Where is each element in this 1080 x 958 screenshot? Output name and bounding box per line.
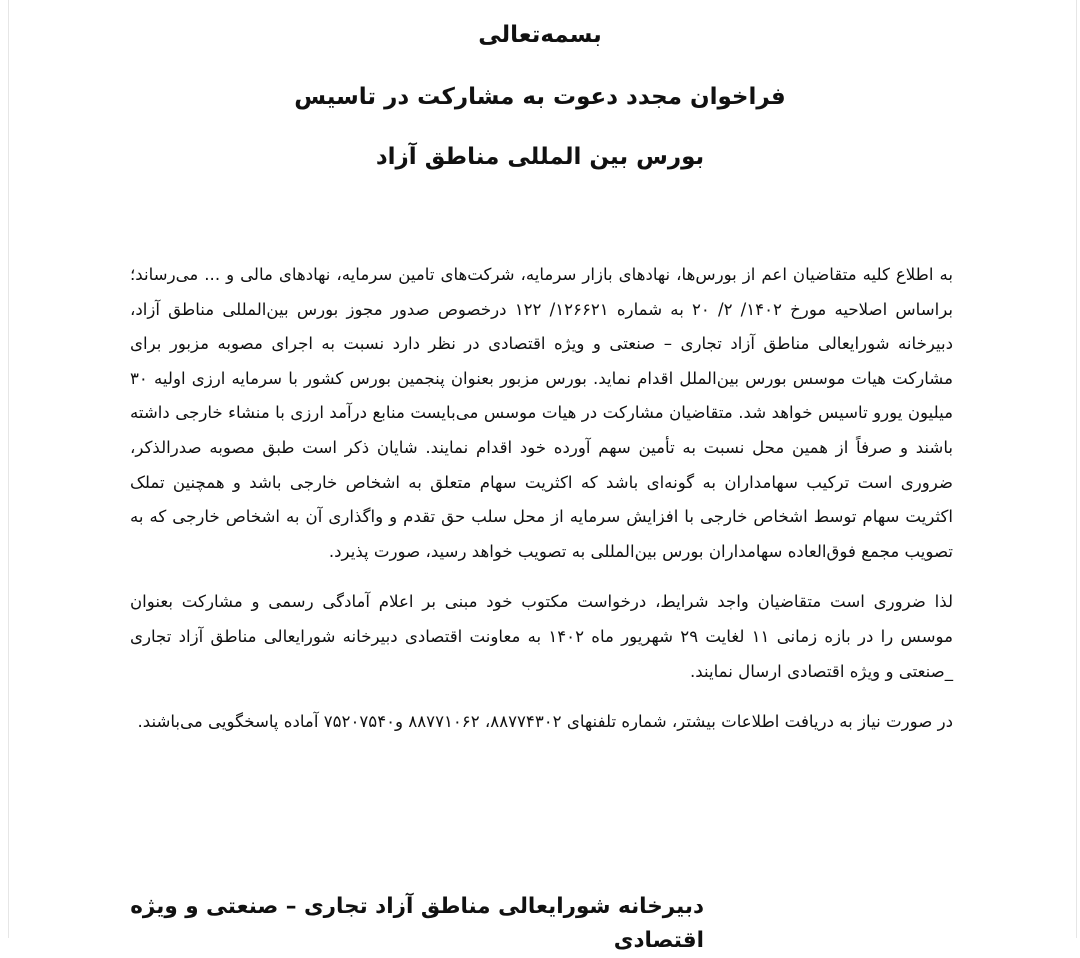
page-edge-right	[1076, 0, 1077, 938]
document-title: فراخوان مجدد دعوت به مشارکت در تاسیس	[294, 84, 786, 110]
document-body	[130, 258, 953, 756]
page-edge-left	[8, 0, 9, 938]
issuer-signature: دبیرخانه شورایعالی مناطق آزاد تجاری – صنعتی و ویژه اقتصادی	[130, 894, 704, 953]
body-paragraph-application: لذا ضروری است متقاضیان واجد شرایط، درخواست مکتوب خود مبنی بر اعلام آمادگی رسمی و مشارکت بعنوان موسس را در بازه زمانی ۱۱ لغایت ۲۹ شهریور ماه ۱۴۰۲ به معاونت اقتصادی دبیرخانه شورایعالی مناطق آزاد تجاری _صنعتی و ویژه اقتصادی ارسال نمایند.	[130, 592, 953, 681]
document-invocation: بسمه‌تعالی	[478, 22, 602, 48]
document-subtitle: بورس بین المللی مناطق آزاد	[375, 144, 705, 170]
body-paragraph-announcement: به اطلاع کلیه متقاضیان اعم از بورس‌ها، نهادهای بازار سرمایه، شرکت‌های تامین سرمایه، نهادهای مالی و ... می‌رساند؛ براساس اصلاحیه مورخ ۱۴۰۲/ ۲/ ۲۰ به شماره ۱۲۶۶۲۱/ ۱۲۲ درخصوص صدور مجوز بورس بین‌المللی مناطق آزاد، دبیرخانه شورایعالی مناطق آزاد تجاری – صنعتی و ویژه اقتصادی در نظر دارد نسبت به اجرای مصوبه مزبور برای مشارکت هیات موسس بورس بین‌الملل اقدام نماید. بورس مزبور بعنوان پنجمین بورس کشور با سرمایه ارزی اولیه ۳۰ میلیون یورو تاسیس خواهد شد. متقاضیان مشارکت در هیات موسس می‌بایست منابع درآمد ارزی با منشاء خارجی داشته باشند و صرفاً از همین محل نسبت به تأمین سهم آورده خود اقدام نمایند. شایان ذکر است طبق مصوبه صدرالذکر، ضروری است ترکیب سهامداران به گونه‌ای باشد که اکثریت سهام متعلق به اشخاص خارجی باشد و همچنین تملک اکثریت سهام توسط اشخاص خارجی با افزایش سرمایه از محل سلب حق تقدم و واگذاری آن به اشخاص خارجی که به تصویب مجمع فوق‌العاده سهامداران بورس بین‌المللی به تصویب خواهد رسید، صورت پذیرد.	[130, 265, 953, 561]
body-paragraph-contact: در صورت نیاز به دریافت اطلاعات بیشتر، شماره تلفنهای ۸۸۷۷۴۳۰۲، ۸۸۷۷۱۰۶۲ و۷۵۲۰۷۵۴۰ آماده پاسخگویی می‌باشند.	[137, 712, 953, 732]
